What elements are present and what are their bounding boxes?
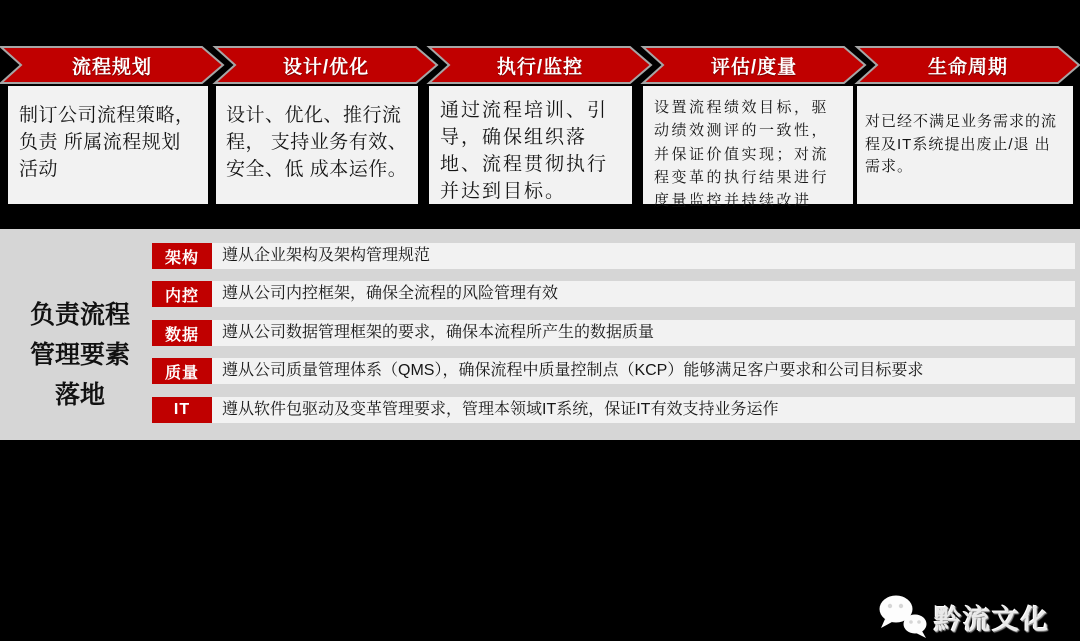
stage-arrow-evaluation (642, 46, 866, 84)
governance-title (8, 295, 152, 415)
governance-row-internal-control (152, 281, 1075, 307)
governance-row-text: 遵从企业架构及架构管理规范 (222, 247, 431, 264)
stage-label-evaluation: 评估/度量 (710, 56, 798, 78)
governance-row-text: 遵从公司数据管理框架的要求，确保本流程所产生的数据质量 (222, 324, 655, 341)
stage-description: 通过流程培训、引导，确保组织落地、流程贯彻执行并达到目标。 (440, 100, 609, 202)
watermark-text: 黔流文化 (934, 604, 1050, 635)
stage-description: 设计、优化、推行流程， 支持业务有效、安全、低 成本运作。 (226, 105, 408, 180)
internal-control-badge: 内控 (152, 281, 212, 307)
stage-card-design (216, 86, 418, 204)
stage-arrow-lifecycle (856, 46, 1080, 84)
it-badge: IT (152, 397, 212, 423)
architecture-badge: 架构 (152, 243, 212, 269)
stage-label-lifecycle: 生命周期 (927, 56, 1008, 78)
stage-card-lifecycle (857, 86, 1073, 204)
stage-arrow-execution (428, 46, 652, 84)
governance-row-text: 遵从软件包驱动及变革管理要求，管理本领域IT系统，保证IT有效支持业务运作 (222, 401, 779, 418)
quality-badge: 质量 (152, 358, 212, 384)
stage-description: 设置流程绩效目标，驱动绩效测评的一致性，并保证价值实现；对流程变革的执行结果进行度量监控并持续改进 (654, 99, 830, 209)
stage-card-execution (429, 86, 632, 204)
stage-description: 对已经不满足业务需求的流程及IT系统提出废止/退 出需求。 (865, 113, 1058, 176)
stage-card-evaluation (643, 86, 853, 209)
stage-card-planning (8, 86, 208, 204)
governance-row-text: 遵从公司质量管理体系（QMS），确保流程中质量控制点（KCP）能够满足客户要求和公司目标要求 (222, 362, 924, 379)
governance-panel (0, 229, 1080, 635)
governance-row-architecture (152, 243, 1075, 269)
stage-label-execution: 执行/监控 (496, 56, 584, 78)
governance-title-line: 管理要素 (29, 341, 130, 369)
stage-arrow-design (214, 46, 438, 84)
stage-arrow-planning (0, 46, 224, 84)
governance-row-it (152, 397, 1075, 423)
governance-row-data (152, 320, 1075, 346)
stage-label-planning: 流程规划 (71, 56, 152, 78)
stage-description: 制订公司流程策略，负责 所属流程规划活动 (19, 105, 195, 180)
governance-title-line: 落地 (54, 381, 105, 409)
wechat-icon (876, 593, 930, 641)
stage-label-design: 设计/优化 (282, 56, 370, 78)
governance-row-text: 遵从公司内控框架，确保全流程的风险管理有效 (222, 285, 559, 302)
watermark (876, 593, 1050, 641)
governance-row-quality (152, 358, 1075, 384)
governance-title-line: 负责流程 (29, 301, 130, 329)
data-badge: 数据 (152, 320, 212, 346)
